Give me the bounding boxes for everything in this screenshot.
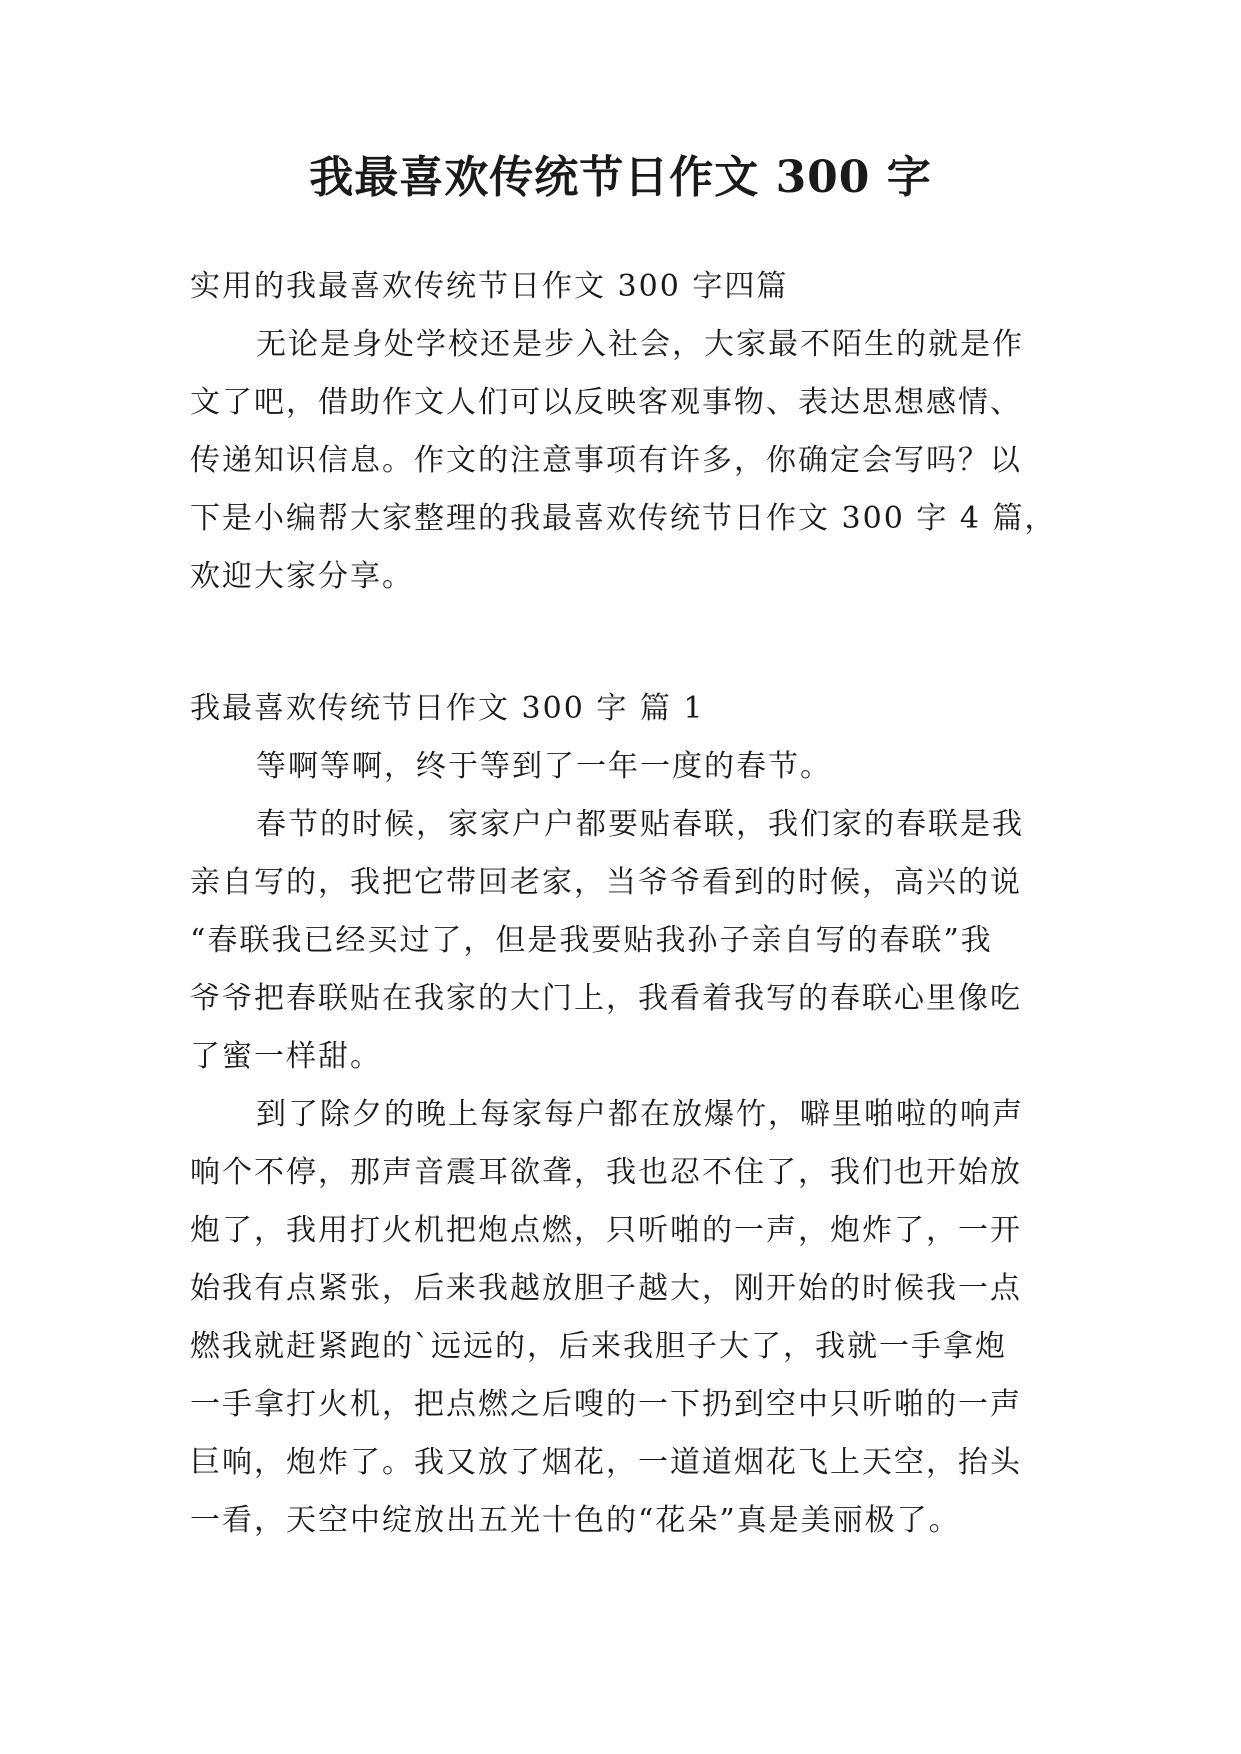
article-line: 到了除夕的晚上每家每户都在放爆竹，噼里啪啦的响声 [256, 1097, 1024, 1132]
article-line: 响个不停，那声音震耳欲聋，我也忍不住了，我们也开始放 [190, 1155, 1022, 1190]
article-line: 了蜜一样甜。 [190, 1039, 382, 1074]
intro-line: 传递知识信息。作文的注意事项有许多，你确定会写吗？以 [190, 443, 1022, 478]
article-line: 等啊等啊，终于等到了一年一度的春节。 [256, 749, 832, 784]
intro-line: 下是小编帮大家整理的我最喜欢传统节日作文 300 字 4 篇， [190, 501, 1057, 536]
article-line: 一看，天空中绽放出五光十色的“花朵”真是美丽极了。 [190, 1503, 961, 1538]
article-line: “春联我已经买过了，但是我要贴我孙子亲自写的春联”我 [190, 923, 993, 958]
article-line: 爷爷把春联贴在我家的大门上，我看着我写的春联心里像吃 [190, 981, 1022, 1016]
intro-section [190, 258, 1057, 606]
document-title: 我最喜欢传统节日作文 300 字 [309, 152, 932, 203]
article-heading: 我最喜欢传统节日作文 300 字 篇 1 [190, 691, 705, 726]
intro-line: 欢迎大家分享。 [190, 559, 414, 594]
article-line: 始我有点紧张，后来我越放胆子越大，刚开始的时候我一点 [190, 1271, 1022, 1306]
intro-line: 无论是身处学校还是步入社会，大家最不陌生的就是作 [256, 327, 1024, 362]
article-line: 巨响，炮炸了。我又放了烟花，一道道烟花飞上天空，抬头 [190, 1445, 1022, 1480]
article-line: 一手拿打火机，把点燃之后嗖的一下扔到空中只听啪的一声 [190, 1387, 1022, 1422]
intro-line: 文了吧，借助作文人们可以反映客观事物、表达思想感情、 [190, 385, 1022, 420]
document-subtitle: 实用的我最喜欢传统节日作文 300 字四篇 [190, 269, 789, 304]
article-line: 春节的时候，家家户户都要贴春联，我们家的春联是我 [256, 807, 1024, 842]
article-section [190, 680, 1050, 1550]
article-line: 亲自写的，我把它带回老家，当爷爷看到的时候，高兴的说 [190, 865, 1022, 900]
article-line: 炮了，我用打火机把炮点燃，只听啪的一声，炮炸了，一开 [190, 1213, 1022, 1248]
article-line: 燃我就赶紧跑的`远远的，后来我胆子大了，我就一手拿炮 [190, 1329, 1007, 1364]
